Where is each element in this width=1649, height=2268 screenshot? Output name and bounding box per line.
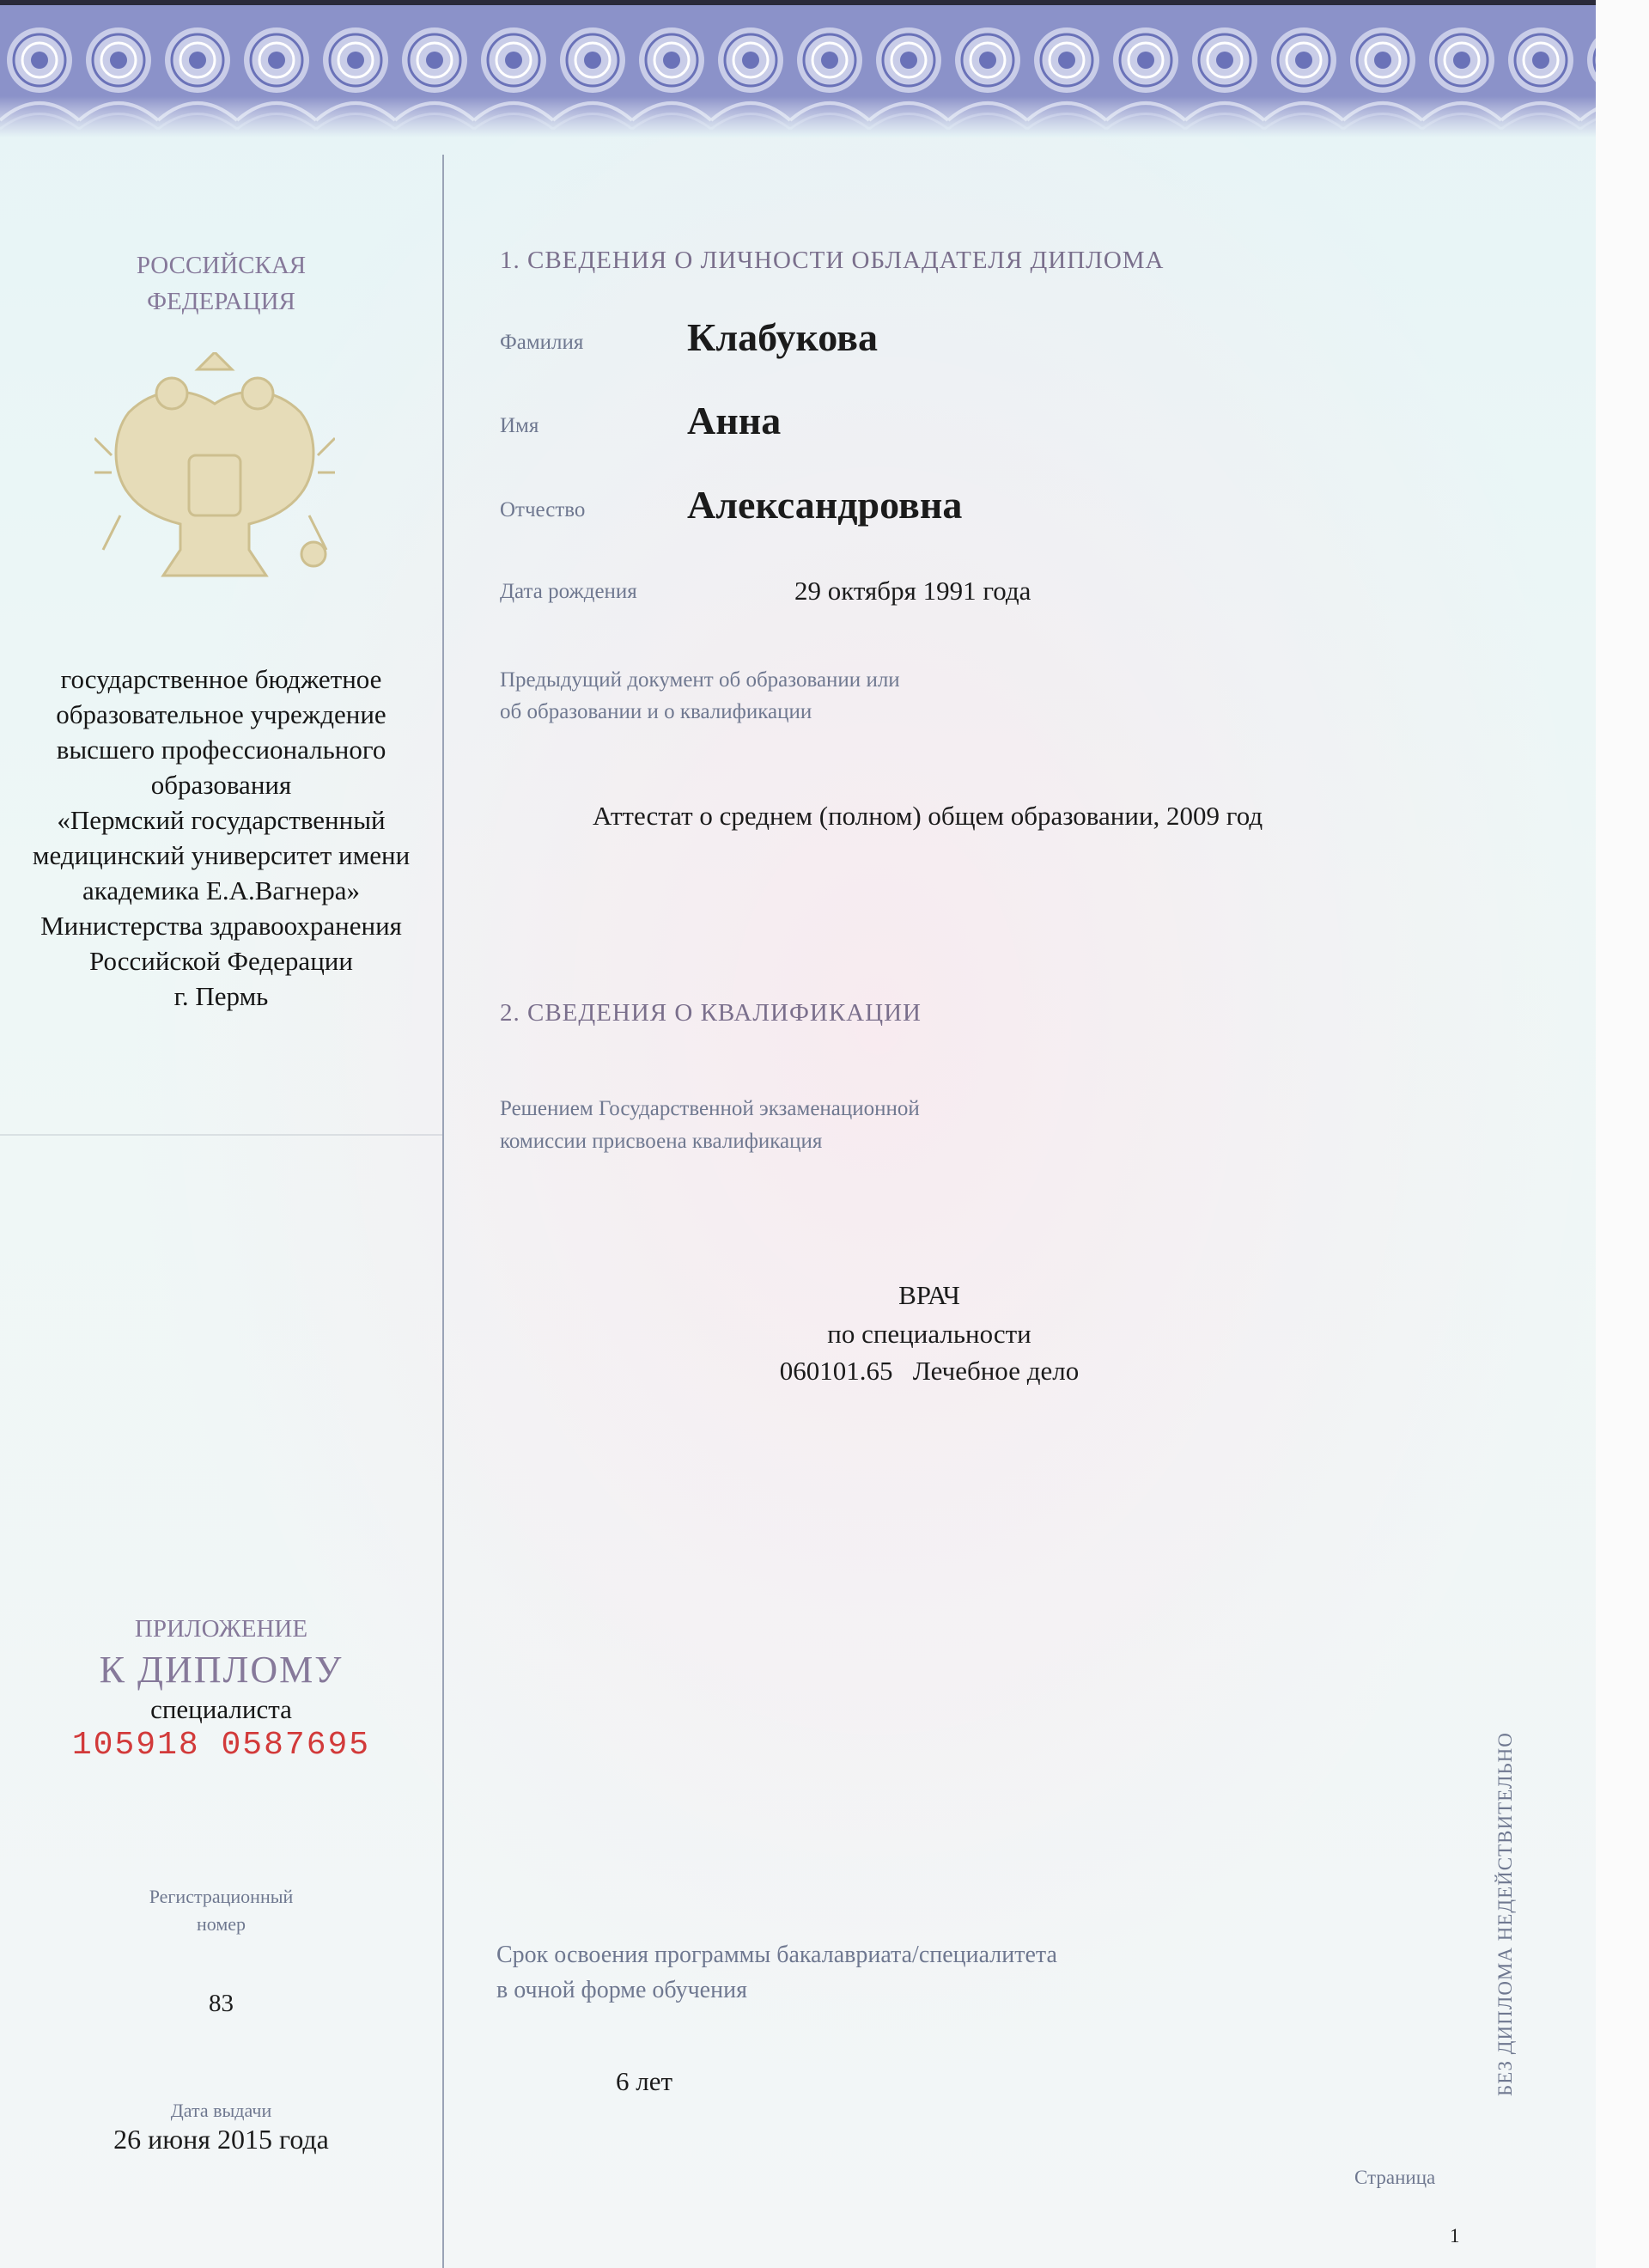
institution-line: академика Е.А.Вагнера» — [82, 875, 361, 905]
registration-number: 83 — [209, 1990, 234, 2017]
section2-heading: 2. СВЕДЕНИЯ О КВАЛИФИКАЦИИ — [500, 999, 922, 1027]
page-number: 1 — [1450, 2225, 1460, 2247]
qualification-value: ВРАЧ — [898, 1280, 960, 1310]
surname-value: Клабукова — [687, 315, 879, 359]
patronymic-value: Александровна — [687, 483, 963, 527]
term-label-line: в очной форме обучения — [496, 1977, 747, 2003]
page-label: Страница — [1354, 2167, 1436, 2188]
decision-label — [500, 1093, 920, 1158]
name-label: Имя — [500, 414, 539, 437]
patronymic-label: Отчество — [500, 498, 586, 521]
issue-date: 26 июня 2015 года — [113, 2124, 329, 2155]
vertical-note: БЕЗ ДИПЛОМА НЕДЕЙСТВИТЕЛЬНО — [1494, 1732, 1516, 2096]
scan-margin — [1596, 0, 1649, 2268]
fold-line — [0, 1134, 442, 1136]
specialist-label: специалиста — [150, 1694, 292, 1724]
institution-line: «Пермский государственный — [57, 805, 386, 835]
section1-heading: 1. СВЕДЕНИЯ О ЛИЧНОСТИ ОБЛАДАТЕЛЯ ДИПЛОМА — [500, 247, 1165, 274]
issue-date-label: Дата выдачи — [170, 2100, 272, 2121]
guilloche-band — [0, 0, 1596, 137]
prev-doc-value: Аттестат о среднем (полном) общем образовании, 2009 год — [593, 801, 1263, 831]
appendix-title: ПРИЛОЖЕНИЕ — [134, 1615, 308, 1643]
prev-doc-label — [500, 664, 900, 728]
prev-doc-label-line: об образовании и о квалификации — [500, 700, 812, 723]
decision-label-line: Решением Государственной экзаменационной — [500, 1097, 920, 1120]
specialty-value: 060101.65 Лечебное дело — [779, 1356, 1080, 1386]
to-diploma-title: К ДИПЛОМУ — [99, 1649, 344, 1691]
institution-line: образовательное учреждение — [56, 699, 386, 729]
birth-date-value: 29 октября 1991 года — [794, 576, 1031, 606]
institution-line: г. Пермь — [173, 981, 269, 1011]
country-name — [0, 247, 442, 320]
institution-name — [0, 662, 442, 1014]
name-value: Анна — [687, 399, 782, 442]
institution-line: медицинский университет имени — [32, 840, 411, 870]
birth-date-label: Дата рождения — [500, 580, 637, 603]
serial-number: 105918 0587695 — [71, 1727, 371, 1764]
by-specialty-label: по специальности — [827, 1319, 1031, 1349]
term-value: 6 лет — [616, 2066, 673, 2096]
registration-label-line: Регистрационный — [149, 1886, 294, 1907]
institution-line: Министерства здравоохранения — [40, 911, 402, 941]
term-label — [496, 1937, 1057, 2008]
term-label-line: Срок освоения программы бакалавриата/специалитета — [496, 1942, 1057, 1968]
country-line: ФЕДЕРАЦИЯ — [147, 288, 295, 315]
registration-label — [0, 1883, 442, 1938]
prev-doc-label-line: Предыдущий документ об образовании или — [500, 668, 900, 692]
country-line: РОССИЙСКАЯ — [136, 252, 307, 279]
institution-line: высшего профессионального — [56, 735, 386, 765]
institution-line: Российской Федерации — [89, 946, 353, 976]
institution-line: государственное бюджетное — [60, 664, 382, 694]
institution-line: образования — [150, 770, 292, 800]
column-divider — [442, 155, 444, 2268]
surname-label: Фамилия — [500, 331, 584, 354]
registration-label-line: номер — [196, 1913, 246, 1935]
decision-label-line: комиссии присвоена квалификация — [500, 1130, 823, 1153]
double-headed-eagle-icon — [94, 352, 335, 601]
